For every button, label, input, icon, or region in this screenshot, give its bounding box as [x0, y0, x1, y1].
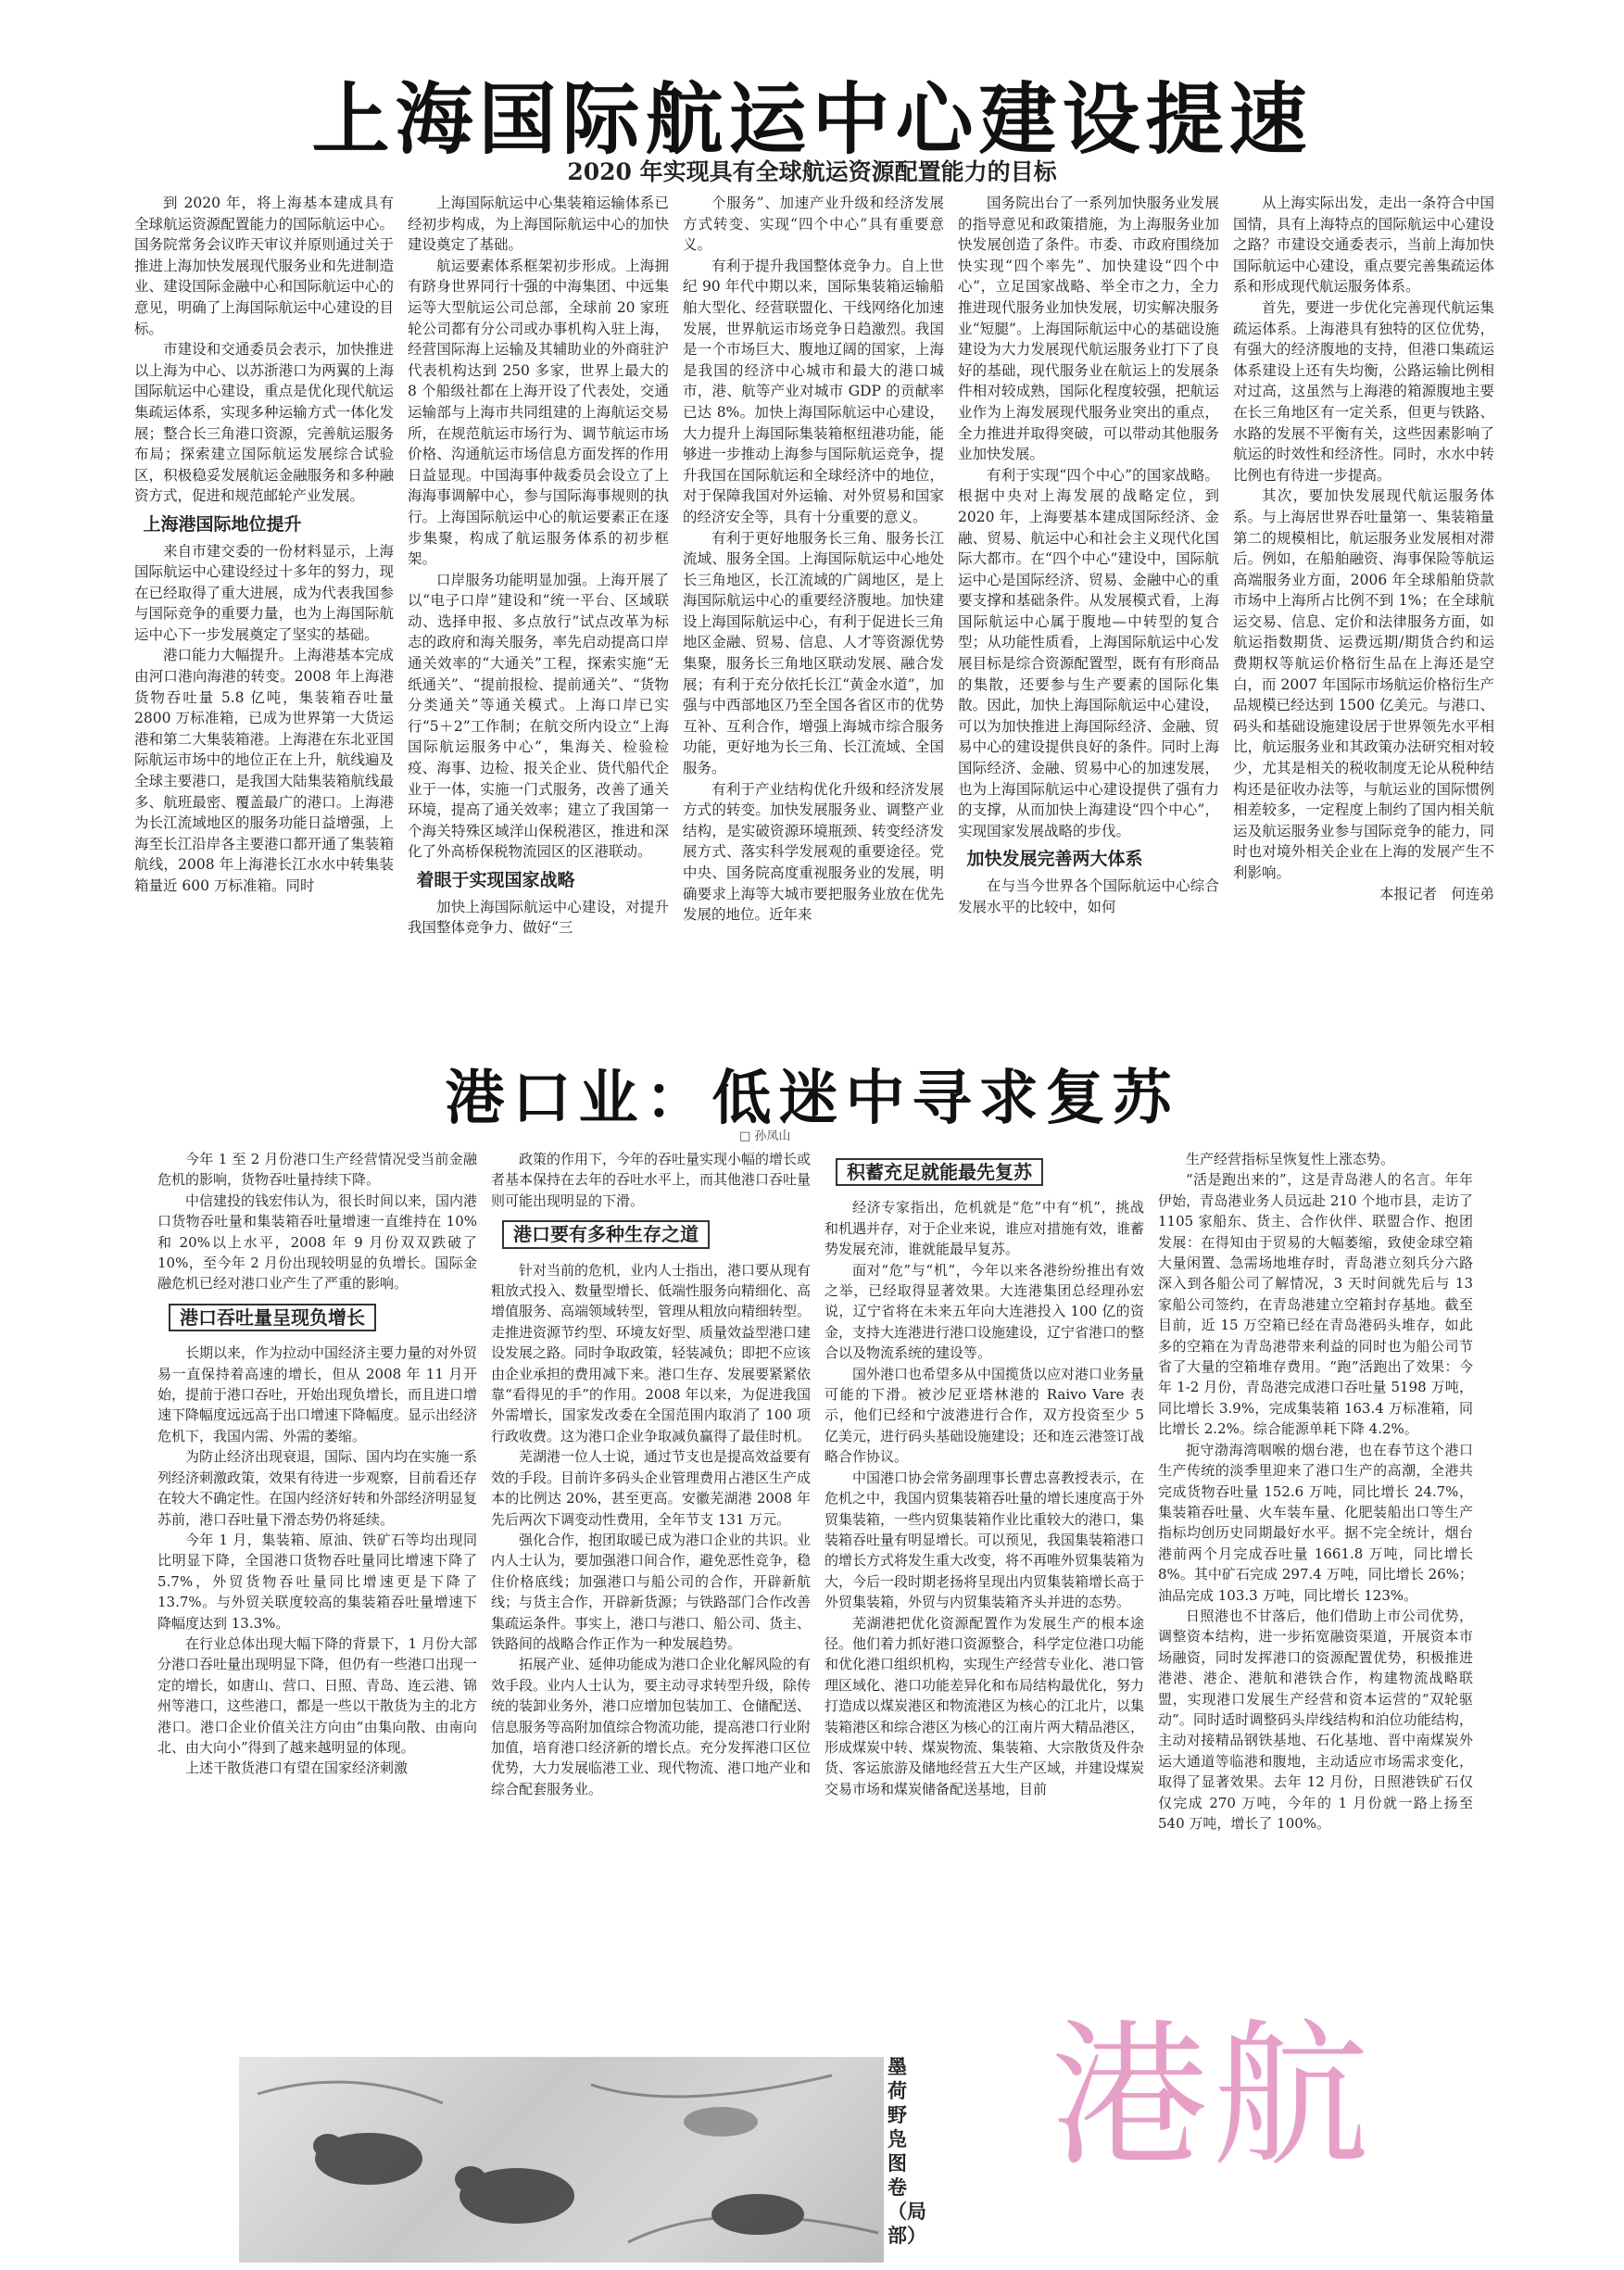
subheadline-2020-goal: 2020 年实现具有全球航运资源配置能力的目标 — [567, 158, 1057, 185]
paragraph: 为防止经济出现衰退，国际、国内均在实施一系列经济刺激政策，效果有待进一步观察，目前看还存在较大不确定性。在国内经济好转和外部经济明显复苏前，港口吞吐量下滑态势仍将延续。 — [157, 1448, 477, 1528]
ink-painting-ducks — [239, 2057, 884, 2263]
paragraph: 港口能力大幅提升。上海港基本完成由河口港向海港的转变。2008 年上海港货物吞吐量 5.8 亿吨，集装箱吞吐量 2800 万标准箱，已成为世界第一大货运港和第二大集装箱港。上海港在东北亚国际航运市场中的地位正在上升，航线遍及全球主要港口，是我国大陆集装箱航线最多、航班最密、覆盖最广的港口。上海港为长江流域地区的服务功能日益增强，上海至长江沿岸各主要港口都开通了集装箱航线，2008 年上海港长江水水中转集装箱量近 600 万标准箱。同时 — [134, 647, 394, 894]
paragraph: 中国港口协会常务副理事长曹忠喜教授表示，在危机之中，我国内贸集装箱吞吐量的增长速度高于外贸集装箱，一些内贸集装箱作业比重较大的港口，集装箱吞吐量有明显增长。可以预见，我国集装箱港口的增长方式将发生重大改变，将不再唯外贸集装箱为大，今后一段时期老扬将呈现出内贸集装箱增长高于外贸集装箱，外贸与内贸集装箱齐头并进的态势。 — [825, 1469, 1144, 1611]
paragraph: 上海国际航运中心集装箱运输体系已经初步构成，为上海国际航运中心的加快建设奠定了基础。 — [408, 195, 669, 254]
paragraph: 在行业总体出现大幅下降的背景下，1 月份大部分港口吞吐量出现明显下降，但仍有一些港口出现一定的增长，如唐山、营口、日照、青岛、连云港、锦州等港口，这些港口，都是一些以干散货为主的北方港口。港口企业价值关注方向由“由集向散、由南向北、由大向小”得到了越来越明显的体现。 — [157, 1634, 477, 1756]
article2-column-2 — [491, 1149, 811, 2048]
paragraph: 个服务”、加速产业升级和经济发展方式转变、实现“四个中心”具有重要意义。 — [683, 195, 944, 254]
paragraph: 口岸服务功能明显加强。上海开展了以“电子口岸”建设和“统一平台、区域联动、选择申报、多点放行”试点改革为标志的政府和海关服务，率先启动提高口岸通关效率的“大通关”工程，探索实施“无纸通关”、“提前报检、提前通关”、“货物分类通关”等通关模式。上海口岸已实行“5＋2”工作制；在航交所内设立“上海国际航运服务中心”，集海关、检验检疫、海事、边检、报关企业、货代船代企业于一体，实施一门式服务，改善了通关环境，提高了通关效率；建立了我国第一个海关特殊区域洋山保税港区，推进和深化了外高桥保税物流园区的区港联动。 — [408, 571, 669, 861]
paragraph: 到 2020 年，将上海基本建成具有全球航运资源配置能力的国际航运中心。国务院常务会议昨天审议并原则通过关于推进上海加快发展现代服务业和先进制造业、建设国际金融中心和国际航运中心的意见，明确了上海国际航运中心建设的目标。 — [134, 195, 394, 337]
byline-author: □ 孙凤山 — [739, 1129, 791, 1143]
section-heading: 着眼于实现国家战略 — [416, 870, 575, 890]
paragraph: 面对“危”与“机”，今年以来各港纷纷推出有效之举，已经取得显著效果。大连港集团总经理孙宏说，辽宁省将在未来五年向大连港投入 100 亿的资金，支持大连港进行港口设施建设，辽宁省港口的整合以及物流系统的建设等。 — [825, 1261, 1144, 1362]
boxed-subheading: 港口要有多种生存之道 — [502, 1220, 710, 1248]
paragraph: 针对当前的危机，业内人士指出，港口要从现有粗放式投入、数量型增长、低端性服务向精细化、高增值服务、高端领域转型，管理从粗放向精细转型。走推进资源节约型、环境友好型、质量效益型港口建设发展之路。同时争取政策，轻装减负；即把不应该由企业承担的费用减下来。港口生存、发展要紧紧依靠“看得见的手”的作用。2008 年以来，为促进我国外需增长，国家发改委在全国范围内取消了 100 项行政收费。这为港口企业争取减负赢得了最佳时机。 — [491, 1261, 811, 1444]
paragraph: 强化合作，抱团取暖已成为港口企业的共识。业内人士认为，要加强港口间合作，避免恶性竞争，稳住价格底线；加强港口与船公司的合作，开辟新航线；与货主合作，开辟新货源；与铁路部门合作改善集疏运条件。事实上，港口与港口、船公司、货主、铁路间的战略合作正作为一种发展趋势。 — [491, 1531, 811, 1652]
paragraph: 国外港口也希望多从中国揽货以应对港口业务量可能的下滑。被沙尼亚塔林港的 Raivo Vare 表示，他们已经和宁波港进行合作，双方投资至少 5 亿美元，进行码头基础设施建设；还和连云港签订战略合作协议。 — [825, 1365, 1144, 1466]
article1-column-5 — [1233, 193, 1494, 1064]
paragraph: “活是跑出来的”，这是青岛港人的名言。年年伊始，青岛港业务人员远赴 210 个地市县，走访了 1105 家船东、货主、合作伙伴、联盟合作、抱团发展：在得知由于贸易的大幅萎缩，致使金球空箱大量闲置、急需场地堆存时，青岛港立刻兵分六路深入到各船公司了解情况，3 天时间就先后与 13 家船公司签约，在青岛港建立空箱封存基地。截至目前，近 15 万空箱已经在青岛港码头堆存，如此多的空箱在为青岛港带来利益的同时也为船公司节省了大量的空箱堆存费用。“跑”活跑出了效果：今年 1-2 月份，青岛港完成港口吞吐量 5198 万吨，同比增长 3.9%，完成集装箱 163.4 万标准箱，同比增长 2.2%。综合能源单耗下降 4.2%。 — [1158, 1171, 1473, 1438]
headline-shipping-center: 上海国际航运中心建设提速 — [311, 74, 1313, 165]
paragraph: 有利于提升我国整体竞争力。自上世纪 90 年代中期以来，国际集装箱运输船舶大型化、经营联盟化、干线网络化加速发展，世界航运市场竞争日趋激烈。我国是一个市场巨大、腹地辽阔的国家，上海是我国的经济中心城市和最大的港口城市，港、航等产业对城市 GDP 的贡献率已达 8%。加快上海国际航运中心建设，大力提升上海国际集装箱枢纽港功能，能够进一步推动上海参与国际航运竞争，提升我国在国际航运和全球经济中的地位，对于保障我国对外运输、对外贸易和国家的经济安全等，具有十分重要的意义。 — [683, 257, 944, 525]
paragraph: 长期以来，作为拉动中国经济主要力量的对外贸易一直保持着高速的增长，但从 2008 年 11 月开始，提前于港口吞吐，开始出现负增长，而且进口增速下降幅度远远高于出口增速下降幅度。显示出经济危机下，我国内需、外需的萎缩。 — [157, 1344, 477, 1444]
reporter-signature: 本报记者 何连弟 — [1379, 885, 1494, 902]
paragraph: 其次，要加快发展现代航运服务体系。与上海居世界吞吐量第一、集装箱量第二的规模相比，航运服务业发展相对滞后。例如，在船舶融资、海事保险等航运高端服务业方面，2006 年全球船舶贷款市场中上海所占比例不到 1%；在全球航运交易、信息、定价和法律服务方面，如航运指数期货、运费远期/期货合约和运费期权等航运价格衍生品在上海还是空白，而 2007 年国际市场航运价格衍生产品规模已经达到 1500 亿美元。与港口、码头和基础设施建设居于世界领先水平相比，航运服务业和其政策办法研究相对较少，尤其是相关的税收制度无论从税种结构还是征收办法等，与航运业的国际惯例相差较多，一定程度上制约了国内相关航运及航运服务业参与国际竞争的能力，同时也对境外相关企业在上海的发展产生不利影响。 — [1233, 487, 1494, 881]
paragraph: 今年 1 月，集装箱、原油、铁矿石等均出现同比明显下降，全国港口货物吞吐量同比增速下降了 5.7%，外贸货物吞吐量同比增速更是下降了 13.7%。与外贸关联度较高的集装箱吞吐量增速下降幅度达到 13.3%。 — [157, 1531, 477, 1632]
paragraph: 市建设和交通委员会表示，加快推进以上海为中心、以苏浙港口为两翼的上海国际航运中心建设，重点是优化现代航运集疏运体系，实现多种运输方式一体化发展；整合长三角港口资源，完善航运服务布局；探索建立国际航运发展综合试验区，积极稳妥发展航运金融服务和多种融资方式，促进和规范邮轮产业发展。 — [134, 341, 394, 505]
paragraph: 今年 1 至 2 月份港口生产经营情况受当前金融危机的影响，货物吞吐量持续下降。 — [157, 1151, 477, 1189]
painting-caption: 墨荷野凫图卷（局部） — [888, 2055, 926, 2247]
paragraph: 有利于实现“四个中心”的国家战略。根据中央对上海发展的战略定位，到 2020 年，上海要基本建成国际经济、金融、贸易、航运中心和社会主义现代化国际大都市。在“四个中心”建设中，国际航运中心是国际经济、贸易、金融中心的重要支撑和基础条件。从发展模式看，上海国际航运中心属于腹地—中转型的复合型；从功能性质看，上海国际航运中心发展目标是综合资源配置型，既有有形商品的集散，还要参与生产要素的国际化集散。因此，加快上海国际航运中心建设，可以为加快推进上海国际经济、金融、贸易中心的建设提供良好的条件。同时上海国际经济、金融、贸易中心的加速发展，也为上海国际航运中心建设提供了强有力的支撑，从而加快上海建设“四个中心”，实现国家发展战略的步伐。 — [958, 466, 1219, 839]
paragraph: 拓展产业、延伸功能成为港口企业化解风险的有效手段。业内人士认为，要主动寻求转型升级，除传统的装卸业务外，港口应增加包装加工、仓储配送、信息服务等高附加值综合物流功能，提高港口行业附加值，培育港口经济新的增长点。充分发挥港口区位优势，大力发展临港工业、现代物流、港口地产业和综合配套服务业。 — [491, 1656, 811, 1797]
boxed-subheading: 港口吞吐量呈现负增长 — [169, 1304, 376, 1331]
paragraph: 首先，要进一步优化完善现代航运集疏运体系。上海港具有独特的区位优势，有强大的经济腹地的支持，但港口集疏运体系建设上还有失均衡，公路运输比例相对过高，这虽然与上海港的箱源腹地主要在长三角地区有一定关系，但更与铁路、水路的发展不平衡有关，这些因素影响了航运的时效性和经济性。同时，水水中转比例也有待进一步提高。 — [1233, 298, 1494, 484]
paragraph: 经济专家指出，危机就是“危”中有“机”，挑战和机遇并存，对于企业来说，谁应对措施有效，谁蓄势发展充沛，谁就能最早复苏。 — [825, 1199, 1144, 1258]
paragraph: 芜湖港一位人士说，通过节支也是提高效益要有效的手段。目前许多码头企业管理费用占港区生产成本的比例达 20%，甚至更高。安徽芜湖港 2008 年先后两次下调变动性费用，全年节支 131 万元。 — [491, 1448, 811, 1528]
article2-column-3 — [825, 1149, 1144, 2048]
paragraph: 国务院出台了一系列加快服务业发展的指导意见和政策措施，为上海服务业加快发展创造了条件。市委、市政府围绕加快实现“四个率先”、加快建设“四个中心”，立足国家战略、举全市之力，全力推进现代服务业加快发展，切实解决服务业“短腿”。上海国际航运中心的基础设施建设为大力发展现代航运服务业打下了良好的基础，现代服务业在航运上的发展条件相对较成熟，国际化程度较强，把航运业作为上海发展现代服务业突出的重点，全力推进并取得突破，可以带动其他服务业加快发展。 — [958, 195, 1219, 463]
paragraph: 有利于更好地服务长三角、服务长江流域、服务全国。上海国际航运中心地处长三角地区，长江流域的广阔地区，是上海国际航运中心的重要经济腹地。加快建设上海国际航运中心，有利于促进长三角地区金融、贸易、信息、人才等资源优势集聚，服务长三角地区联动发展、融合发展；有利于充分依托长江“黄金水道”，加强与中西部地区乃至全国各省区市的优势互补、互利合作，增强上海城市综合服务功能，更好地为长三角、长江流域、全国服务。 — [683, 529, 944, 777]
article2-column-1 — [157, 1149, 477, 2048]
paragraph: 中信建投的钱宏伟认为，很长时间以来，国内港口货物吞吐量和集装箱吞吐量增速一直维持在 10%和 20%以上水平，2008 年 9 月份双双跌破了 10%，至今年 2 月份出现较明显的负增长。国际金融危机已经对港口业产生了严重的影响。 — [157, 1192, 477, 1293]
paragraph: 扼守渤海湾咽喉的烟台港，也在春节这个港口生产传统的淡季里迎来了港口生产的高潮，全港共完成货物吞吐量 152.6 万吨，同比增长 24.7%，集装箱吞吐量、火车装车量、化肥装船出口等生产指标均创历史同期最好水平。据不完全统计，烟台港前两个月完成吞吐量 1661.8 万吨，同比增长 8%。其中矿石完成 297.4 万吨，同比增长 26%；油品完成 103.3 万吨，同比增长 123%。 — [1158, 1441, 1473, 1604]
article1-column-1 — [134, 193, 394, 1064]
paragraph: 有利于产业结构优化升级和经济发展方式的转变。加快发展服务业、调整产业结构，是实破资源环境瓶颈、转变经济发展方式、落实科学发展观的重要途径。党中央、国务院高度重视服务业的发展，明确要求上海等大城市要把服务业放在优先发展的地位。近年来 — [683, 780, 944, 924]
paragraph: 生产经营指标呈恢复性上涨态势。 — [1186, 1151, 1395, 1167]
paragraph: 来自市建交委的一份材料显示，上海国际航运中心建设经过十多年的努力，现在已经取得了重大进展，成为代表我国参与国际竞争的重要力量，也为上海国际航运中心下一步发展奠定了坚实的基础。 — [134, 542, 394, 643]
article1-column-3 — [683, 193, 944, 1064]
boxed-subheading: 积蓄充足就能最先复苏 — [836, 1158, 1043, 1186]
paragraph: 从上海实际出发，走出一条符合中国国情，具有上海特点的国际航运中心建设之路？市建设交通委表示，当前上海加快国际航运中心建设，重点要完善集疏运体系和形成现代航运服务体系。 — [1233, 195, 1494, 296]
paragraph: 上述干散货港口有望在国家经济刺激 — [185, 1759, 409, 1777]
section-heading: 上海港国际地位提升 — [143, 513, 302, 535]
paragraph: 加快上海国际航运中心建设，对提升我国整体竞争力、做好“三 — [408, 898, 669, 937]
section-brand-ganghang: 港航 — [1051, 2005, 1374, 2188]
article1-column-2 — [408, 193, 669, 1064]
headline-port-industry: 港口业：低迷中寻求复苏 — [445, 1064, 1179, 1133]
article2-column-4 — [1158, 1149, 1473, 1983]
article1-column-4 — [958, 193, 1219, 1064]
paragraph: 在与当今世界各个国际航运中心综合发展水平的比较中，如何 — [958, 877, 1219, 915]
section-heading: 加快发展完善两大体系 — [966, 849, 1143, 870]
paragraph: 芜湖港把优化资源配置作为发展生产的根本途径。他们着力抓好港口资源整合，科学定位港口功能和优化港口组织机构，实现生产经营专业化、港口管理区域化、港口功能差异化和布局结构最优化，努力打造成以煤炭港区和物流港区为核心的江北片，以集装箱港区和综合港区为核心的江南片两大精品港区，形成煤炭中转、煤炭物流、集装箱、大宗散货及件杂货、客运旅游及储地经营五大生产区域，并建设煤炭交易市场和煤炭储备配送基地，目前 — [825, 1614, 1144, 1797]
paragraph: 航运要素体系框架初步形成。上海拥有跻身世界同行十强的中海集团、中远集运等大型航运公司总部，全球前 20 家班轮公司都有分公司或办事机构入驻上海，经营国际海上运输及其辅助业的外商驻沪代表机构达到 250 多家，世界上最大的 8 个船级社都在上海开设了代表处，交通运输部与上海市共同组建的上海航运交易所，在规范航运市场行为、调节航运市场价格、沟通航运市场信息方面发挥的作用日益显现。中国海事仲裁委员会设立了上海海事调解中心，参与国际海事规则的执行。上海国际航运中心的航运要素正在逐步集聚，构成了航运服务体系的初步框架。 — [408, 257, 669, 568]
paragraph: 政策的作用下，今年的吞吐量实现小幅的增长或者基本保持在去年的吞吐水平上，而其他港口吞吐量则可能出现明显的下滑。 — [491, 1151, 811, 1209]
paragraph: 日照港也不甘落后，他们借助上市公司优势，调整资本结构，进一步拓宽融资渠道，开展资本市场融资，同时发挥港口的资源配置优势，积极推进港港、港企、港航和港铁合作，构建物流战略联盟，实现港口发展生产经营和资本运营的“双轮驱动”。同时适时调整码头岸线结构和泊位功能结构，主动对接精品钢铁基地、石化基地、晋中南煤炭外运大通道等临港和腹地，主动适应市场需求变化，取得了显著效果。去年 12 月份，日照港铁矿石仅仅完成 270 万吨，今年的 1 月份就一路上扬至 540 万吨，增长了 100%。 — [1158, 1607, 1473, 1832]
